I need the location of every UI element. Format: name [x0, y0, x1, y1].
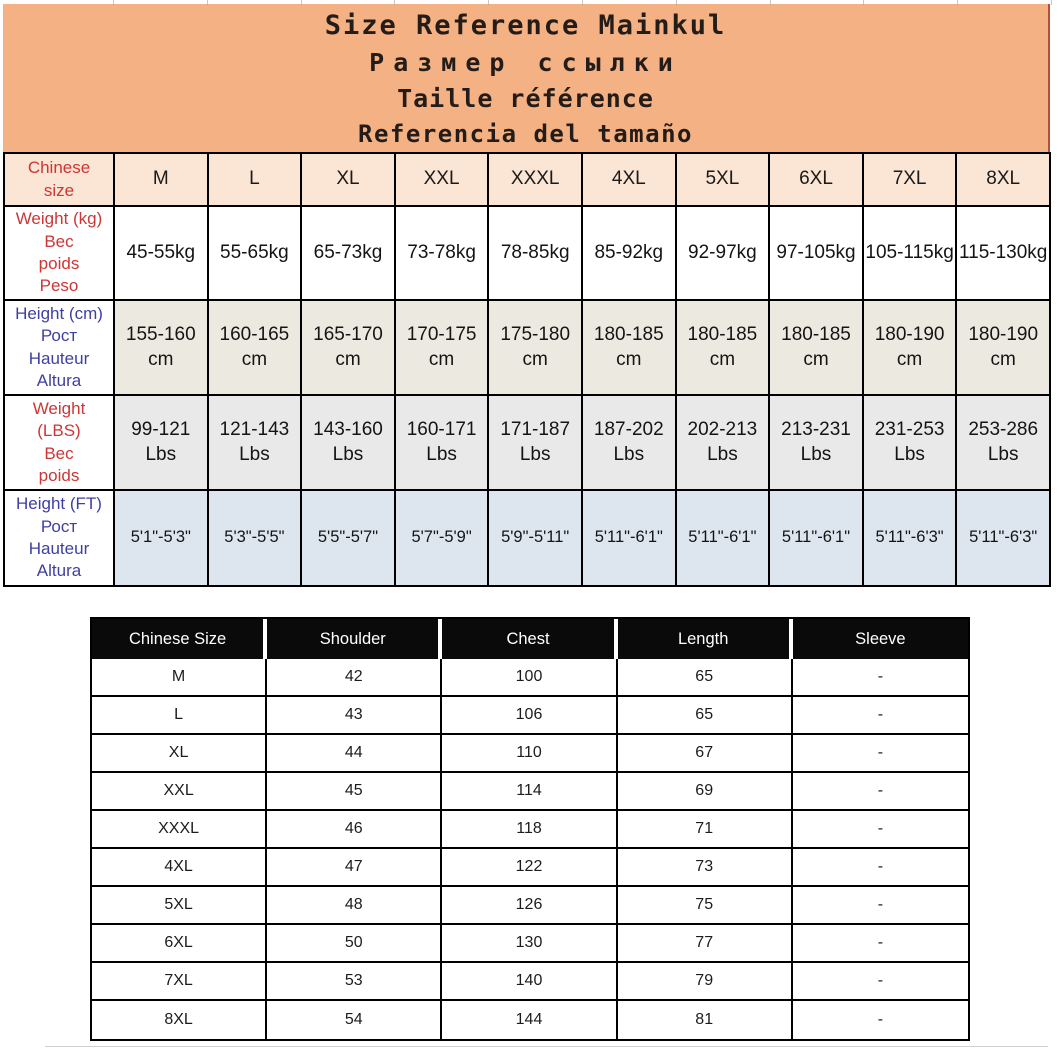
measure-cell: 77	[618, 925, 793, 963]
cell-weight-lbs: 231-253 Lbs	[864, 396, 958, 491]
measure-cell: 8XL	[92, 1001, 267, 1039]
title-block	[3, 4, 1050, 152]
measure-cell: 42	[267, 659, 442, 697]
cell-weight-kg: 105-115kg	[864, 207, 958, 301]
measure-cell: L	[92, 697, 267, 735]
cell-weight-kg: 65-73kg	[302, 207, 396, 301]
cell-height-cm: 170-175 cm	[396, 301, 490, 396]
cell-weight-lbs: 99-121 Lbs	[115, 396, 209, 491]
cell-height-ft: 5'1"-5'3"	[115, 491, 209, 587]
measure-header: Chest	[442, 619, 617, 659]
size-column-header: XXXL	[489, 154, 583, 207]
cell-weight-lbs: 202-213 Lbs	[677, 396, 771, 491]
measure-cell: 114	[442, 773, 617, 811]
measure-cell: 44	[267, 735, 442, 773]
size-column-header: XL	[302, 154, 396, 207]
measure-cell: 6XL	[92, 925, 267, 963]
cell-weight-lbs: 171-187 Lbs	[489, 396, 583, 491]
measure-cell: 7XL	[92, 963, 267, 1001]
size-column-header: 5XL	[677, 154, 771, 207]
measure-cell: 81	[618, 1001, 793, 1039]
cell-height-ft: 5'11"-6'3"	[864, 491, 958, 587]
grid-tick	[488, 0, 489, 5]
measure-cell: 47	[267, 849, 442, 887]
measure-cell: 5XL	[92, 887, 267, 925]
measure-cell: 130	[442, 925, 617, 963]
cell-height-ft: 5'3"-5'5"	[209, 491, 303, 587]
cell-weight-kg: 55-65kg	[209, 207, 303, 301]
size-column-header: XXL	[396, 154, 490, 207]
measure-cell: 106	[442, 697, 617, 735]
size-column-header: 6XL	[770, 154, 864, 207]
measure-cell: 122	[442, 849, 617, 887]
measure-cell: 50	[267, 925, 442, 963]
size-column-header: 7XL	[864, 154, 958, 207]
measure-cell: 73	[618, 849, 793, 887]
cell-weight-lbs: 160-171 Lbs	[396, 396, 490, 491]
grid-tick	[207, 0, 208, 5]
measure-header: Sleeve	[793, 619, 968, 659]
grid-tick	[394, 0, 395, 5]
cell-weight-kg: 92-97kg	[677, 207, 771, 301]
measure-header: Chinese Size	[92, 619, 267, 659]
row-label-height-ft: Height (FT) Рост Hauteur Altura	[5, 491, 115, 587]
cell-height-cm: 155-160 cm	[115, 301, 209, 396]
cell-weight-kg: 115-130kg	[957, 207, 1051, 301]
row-label-height-cm: Height (cm) Рост Hauteur Altura	[5, 301, 115, 396]
cell-weight-lbs: 253-286 Lbs	[957, 396, 1051, 491]
size-column-header: M	[115, 154, 209, 207]
cell-height-cm: 180-185 cm	[583, 301, 677, 396]
measure-cell: 75	[618, 887, 793, 925]
measure-cell: XL	[92, 735, 267, 773]
measure-cell: 118	[442, 811, 617, 849]
measure-cell: 65	[618, 659, 793, 697]
title-french: Taille référence	[397, 84, 654, 113]
garment-measurements-table	[90, 617, 970, 1041]
cell-height-ft: 5'9"-5'11"	[489, 491, 583, 587]
measure-cell: -	[793, 735, 968, 773]
measure-header: Shoulder	[267, 619, 442, 659]
measure-cell: 110	[442, 735, 617, 773]
cell-weight-kg: 73-78kg	[396, 207, 490, 301]
size-conversion-table	[3, 152, 1051, 587]
measure-header: Length	[618, 619, 793, 659]
measure-cell: 79	[618, 963, 793, 1001]
grid-tick	[957, 0, 958, 5]
measure-cell: 126	[442, 887, 617, 925]
size-column-header: L	[209, 154, 303, 207]
cell-height-ft: 5'5"-5'7"	[302, 491, 396, 587]
cell-height-cm: 165-170 cm	[302, 301, 396, 396]
measure-cell: 46	[267, 811, 442, 849]
grid-tick	[676, 0, 677, 5]
measure-cell: -	[793, 925, 968, 963]
measure-cell: -	[877, 1011, 884, 1028]
scan-artifact-line	[45, 1046, 1048, 1047]
cell-height-ft: 5'11"-6'1"	[770, 491, 864, 587]
title-spanish: Referencia del tamaño	[358, 120, 693, 148]
measure-cell: XXXL	[92, 811, 267, 849]
cell-weight-kg: 97-105kg	[770, 207, 864, 301]
size-column-header: 8XL	[957, 154, 1051, 207]
corner-chinese-size: Chinese size	[5, 154, 115, 207]
cell-height-cm: 180-185 cm	[677, 301, 771, 396]
cell-weight-kg: 78-85kg	[489, 207, 583, 301]
measure-cell: 4XL	[92, 849, 267, 887]
cell-height-ft: 5'7"-5'9"	[396, 491, 490, 587]
cell-height-cm: 175-180 cm	[489, 301, 583, 396]
grid-tick	[863, 0, 864, 5]
cell-weight-lbs: 121-143 Lbs	[209, 396, 303, 491]
measure-cell: 48	[267, 887, 442, 925]
title-english: Size Reference Mainkul	[324, 10, 727, 41]
grid-tick	[582, 0, 583, 5]
cell-weight-kg: 85-92kg	[583, 207, 677, 301]
measure-cell: -	[793, 659, 968, 697]
grid-tick	[301, 0, 302, 5]
cell-height-ft: 5'11"-6'1"	[677, 491, 771, 587]
cell-weight-lbs: 143-160 Lbs	[302, 396, 396, 491]
measure-cell: M	[92, 659, 267, 697]
cell-height-cm: 160-165 cm	[209, 301, 303, 396]
measure-cell: 69	[618, 773, 793, 811]
row-label-weight-lbs: Weight (LBS) Вес poids	[5, 396, 115, 491]
measure-cell: 67	[618, 735, 793, 773]
measure-cell: XXL	[92, 773, 267, 811]
grid-tick	[113, 0, 114, 5]
measure-cell: -	[793, 963, 968, 1001]
measure-cell: 54	[267, 1001, 442, 1039]
row-label-weight-kg: Weight (kg) Вес poids Peso	[5, 207, 115, 301]
measure-cell: 53	[267, 963, 442, 1001]
size-column-header: 4XL	[583, 154, 677, 207]
cell-height-cm: 180-190 cm	[864, 301, 958, 396]
measure-cell: -	[793, 773, 968, 811]
measure-cell: 65	[618, 697, 793, 735]
cell-weight-lbs: 187-202 Lbs	[583, 396, 677, 491]
cell-height-cm: 180-190 cm	[957, 301, 1051, 396]
cell-height-cm: 180-185 cm	[770, 301, 864, 396]
measure-cell: 140	[442, 963, 617, 1001]
cell-height-ft: 5'11"-6'3"	[957, 491, 1051, 587]
measure-cell: 144	[442, 1001, 617, 1039]
cell-height-ft: 5'11"-6'1"	[583, 491, 677, 587]
measure-cell: -	[793, 849, 968, 887]
title-russian: Размер ссылки	[369, 48, 682, 77]
measure-cell: -	[793, 811, 968, 849]
measure-cell: 71	[618, 811, 793, 849]
cell-weight-kg: 45-55kg	[115, 207, 209, 301]
grid-tick	[1051, 0, 1052, 5]
measure-cell: -	[793, 887, 968, 925]
cell-weight-lbs: 213-231 Lbs	[770, 396, 864, 491]
measure-cell: 45	[267, 773, 442, 811]
grid-tick	[770, 0, 771, 5]
measure-cell: 100	[442, 659, 617, 697]
measure-cell: -	[793, 697, 968, 735]
measure-cell: 43	[267, 697, 442, 735]
